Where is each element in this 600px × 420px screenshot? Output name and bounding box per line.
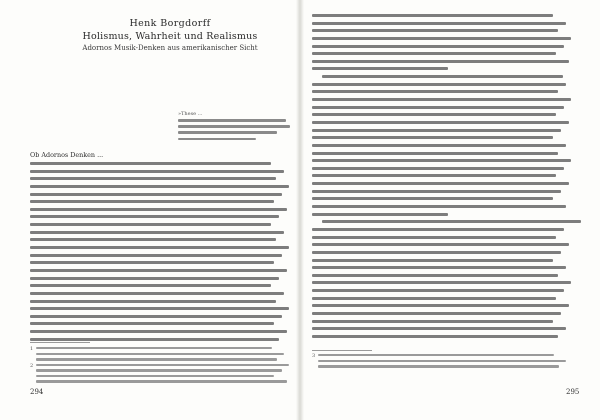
text-line [36, 358, 277, 360]
text-line [36, 375, 274, 377]
text-line [312, 113, 556, 116]
text-line [312, 37, 571, 40]
text-line [30, 231, 284, 234]
text-line [312, 159, 571, 162]
text-line [30, 246, 289, 249]
text-line [36, 353, 284, 355]
text-line [30, 307, 289, 310]
text-line [312, 90, 558, 93]
text-line [312, 129, 561, 132]
footnote-rule [30, 342, 90, 343]
text-line [30, 208, 287, 211]
text-line [36, 369, 282, 371]
text-line [30, 223, 271, 226]
text-line [312, 327, 566, 330]
text-line [30, 277, 279, 280]
text-line [30, 185, 289, 188]
body-text-left [30, 162, 292, 345]
text-line [312, 121, 569, 124]
text-line [30, 200, 274, 203]
chapter-author: Henk Borgdorff [129, 18, 211, 29]
text-line [30, 215, 279, 218]
text-line [30, 193, 282, 196]
text-line [312, 136, 553, 139]
text-line [312, 182, 569, 185]
text-line [30, 254, 282, 257]
text-line [312, 281, 571, 284]
text-line [322, 220, 581, 223]
body-lead-text: Ob Adornos Denken ... [30, 151, 104, 159]
text-line [30, 322, 274, 325]
text-line [30, 170, 284, 173]
text-line [30, 269, 287, 272]
chapter-subtitle: Adornos Musik-Denken aus amerikanischer Sicht [82, 44, 258, 52]
text-line [312, 297, 556, 300]
text-line [30, 162, 271, 165]
text-line [312, 289, 564, 292]
text-line [312, 190, 561, 193]
text-line [36, 364, 289, 366]
text-line [312, 144, 566, 147]
text-line [30, 177, 276, 180]
text-line [312, 205, 566, 208]
text-line [36, 347, 272, 349]
footnotes-left [36, 347, 292, 386]
text-line [312, 83, 566, 86]
text-line [312, 167, 564, 170]
text-line [318, 354, 554, 356]
text-line [312, 45, 564, 48]
epigraph-lead: »These ... [178, 111, 203, 117]
text-line [36, 380, 287, 382]
text-line [30, 338, 279, 341]
text-line [312, 60, 569, 63]
footnotes-right [318, 354, 574, 371]
text-line [30, 292, 284, 295]
text-line [312, 304, 569, 307]
text-line [312, 259, 553, 262]
page-number-right: 295 [566, 388, 580, 396]
text-line [312, 274, 558, 277]
chapter-title: Holismus, Wahrheit und Realismus [82, 31, 258, 42]
text-line [312, 251, 561, 254]
text-line [318, 365, 559, 367]
text-line [312, 52, 556, 55]
footnote-marker-3: 3 [312, 353, 316, 359]
text-line [312, 266, 566, 269]
text-line [30, 315, 282, 318]
page-number-left: 294 [30, 388, 44, 396]
text-line [318, 360, 566, 362]
text-line [312, 29, 558, 32]
text-line [312, 14, 553, 17]
text-line [30, 238, 276, 241]
text-line [312, 67, 448, 70]
text-line [312, 98, 571, 101]
text-line [30, 284, 271, 287]
text-line [312, 152, 558, 155]
text-line [312, 312, 561, 315]
text-line [322, 75, 563, 78]
text-line [312, 236, 556, 239]
text-line [312, 243, 569, 246]
text-line [312, 320, 553, 323]
body-text-right [312, 14, 574, 343]
right-page [300, 0, 600, 420]
text-line [30, 300, 276, 303]
text-line [30, 330, 287, 333]
footnote-rule-right [312, 350, 372, 351]
text-line [312, 22, 566, 25]
footnote-marker-1: 1 [30, 346, 34, 352]
text-line [312, 106, 564, 109]
text-line [312, 174, 556, 177]
footnote-marker-2: 2 [30, 363, 34, 369]
text-line [312, 335, 558, 338]
text-line [312, 213, 448, 216]
epigraph [178, 112, 290, 144]
text-line [312, 228, 564, 231]
text-line [312, 197, 553, 200]
text-line [30, 261, 274, 264]
